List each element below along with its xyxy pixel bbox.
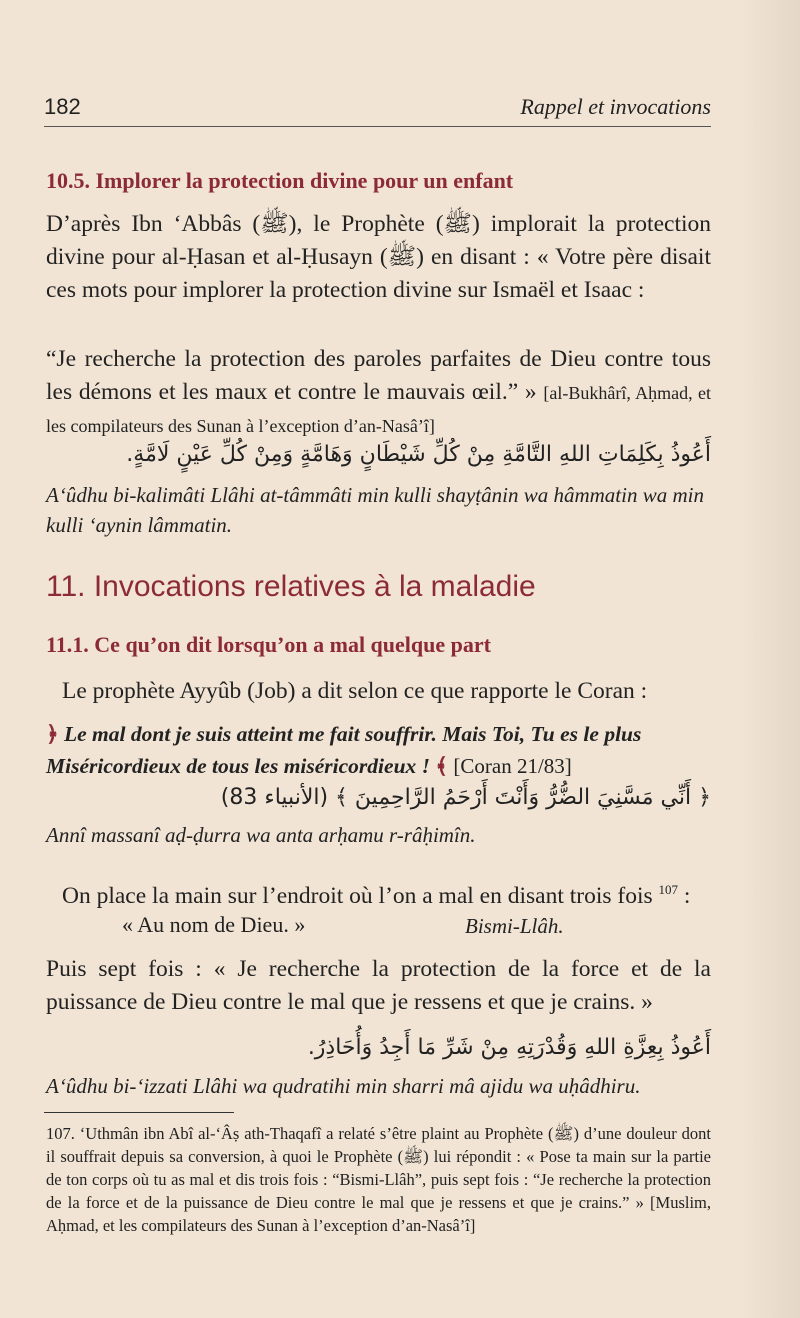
page-gutter-shadow xyxy=(740,0,800,1318)
coran-intro: Le prophète Ayyûb (Job) a dit selon ce que rapporte le Coran : xyxy=(62,678,648,704)
running-title: Rappel et invocations xyxy=(520,94,711,119)
section-11-1-heading: 11.1. Ce qu’on dit lorsqu’on a mal quelque part xyxy=(46,632,491,657)
arabic-invocation-1: أَعُوذُ بِكَلِمَاتِ اللهِ التَّامَّةِ مِنْ كُلِّ شَيْطَانٍ وَهَامَّةٍ وَمِنْ كُلِّ عَيْنٍ لَامَّةٍ. xyxy=(126,442,711,467)
page-number: 182 xyxy=(44,94,81,119)
footnote-rule xyxy=(44,1112,234,1113)
verse-reference: [Coran 21/83] xyxy=(453,754,572,778)
coran-verse xyxy=(46,718,711,782)
footnote-107: 107. ‘Uthmân ibn Abî al-‘Âṣ ath-Thaqafî a relaté s’être plaint au Prophète (ﷺ) d’une douleur dont il souffrait depuis sa conversion, à quoi le Prophète (ﷺ) lui répondit : « Pose ta main sur la partie de ton corps où tu as mal et dis trois fois : “Bismi-Llâh”, puis sept fois : “Je recherche la protection de la force et de la puissance de Dieu contre le mal que je ressens et que je crains.” » [Muslim, Aḥmad, et les compilateurs des Sunan à l’exception d’an-Nasâ’î] xyxy=(46,1124,711,1235)
quote-text: “Je recherche la protection des paroles parfaites de Dieu contre tous les démons et les maux et contre le mauvais œil.” » xyxy=(46,346,711,405)
section-10-5-quote xyxy=(46,343,711,442)
transliteration-2: A‘ûdhu bi-‘izzati Llâhi wa qudratihi min sharri mâ ajidu wa uḥâdhiru. xyxy=(46,1074,641,1098)
footnote-reference[interactable]: 107 xyxy=(658,882,678,897)
hand-instruction: On place la main sur l’endroit où l’on a mal en disant trois fois $^{107}$ : xyxy=(62,882,691,909)
transliteration-verse: Annî massanî aḍ-ḍurra wa anta arḥamu r-râḥimîn. xyxy=(46,823,476,847)
arabic-verse: ﴿ أَنِّي مَسَّنِيَ الضُّرُّ وَأَنْتَ أَرْحَمُ الرَّاحِمِينَ ﴾ (الأنبياء 83) xyxy=(220,785,711,810)
transliteration-1: A‘ûdhu bi-kalimâti Llâhi at-tâmmâti min kulli shayṭânin wa hâmmatin wa min kulli ‘aynin lâmmatin. xyxy=(46,483,704,537)
ornate-bracket-close: ﴾ xyxy=(435,754,449,778)
chapter-11-heading: 11. Invocations relatives à la maladie xyxy=(46,570,536,603)
section-10-5-paragraph: D’après Ibn ‘Abbâs (ﷺ), le Prophète (ﷺ) implorait la protection divine pour al-Ḥasan et al-Ḥusayn (ﷺ) en disant : « Votre père disait ces mots pour implorer la protection divine sur Ismaël et Isaac : xyxy=(46,211,712,303)
seven-times-instruction: Puis sept fois : « Je recherche la protection de la force et de la puissance de Dieu contre le mal que je ressens et que je crains. » xyxy=(46,956,711,1015)
arabic-invocation-2: أَعُوذُ بِعِزَّةِ اللهِ وَقُدْرَتِهِ مِنْ شَرِّ مَا أَجِدُ وَأُحَاذِرُ. xyxy=(307,1035,711,1060)
running-header xyxy=(44,90,711,127)
hand-instruction-text: On place la main sur l’endroit où l’on a mal en disant trois fois xyxy=(62,882,653,909)
bismi-french: « Au nom de Dieu. » xyxy=(122,912,306,937)
quote-source: [al-Bukhârî, Aḥmad, et les compilateurs des Sunan à l’exception d’an-Nasâ’î] xyxy=(46,383,711,436)
ornate-bracket-open: ﴿ xyxy=(46,722,59,746)
bismi-transliteration: Bismi-Llâh. xyxy=(465,914,564,938)
section-10-5-heading: 10.5. Implorer la protection divine pour un enfant xyxy=(46,168,514,193)
verse-text: Le mal dont je suis atteint me fait souffrir. Mais Toi, Tu es le plus Miséricordieux de tous les miséricordieux ! xyxy=(46,722,642,778)
